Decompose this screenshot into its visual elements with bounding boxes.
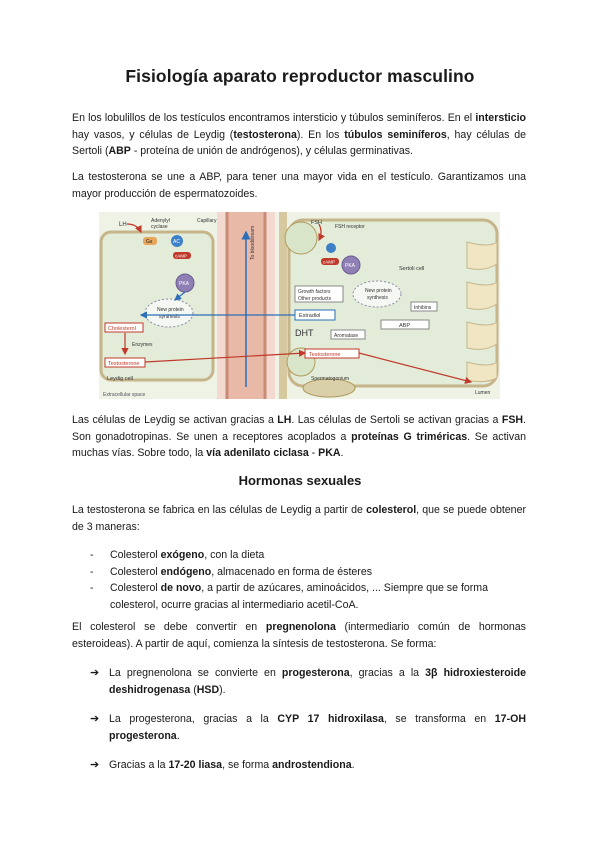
camp-label: cAMP [175, 253, 188, 259]
testosterone-label-sertoli: Testosterone [309, 352, 341, 358]
abp-paragraph: La testosterona se une a ABP, para tener una mayor vida en el testículo. Garantizamos una mayor producción de espermatozoides. [72, 171, 526, 200]
lh-label: LH [119, 222, 127, 228]
new-protein-label-sertoli: New protein [365, 288, 392, 294]
testosterone-label-leydig: Testosterone [108, 361, 140, 367]
abp-label: ABP [399, 323, 411, 329]
enzymes-label: Enzymes [132, 342, 153, 348]
testis-cells-diagram [99, 212, 500, 399]
list-item: ➔ La pregnenolona se convierte en progesterona, gracias a la 3β hidroxiesteroide deshidrogenasa (HSD). [90, 667, 526, 696]
camp-label-sertoli: cAMP [323, 259, 336, 265]
dht-label: DHT [295, 328, 314, 338]
adenylyl-label: Adenylyl [151, 218, 170, 224]
fsh-receptor-label: FSH receptor [335, 224, 365, 230]
extracellular-label: Extracellular space [103, 392, 146, 398]
arrow-icon: ➔ [90, 667, 100, 679]
new-protein-label: New protein [157, 307, 184, 313]
arrow-icon: ➔ [90, 759, 100, 771]
ac-label: AC [173, 239, 180, 245]
page-title: Fisiología aparato reproductor masculino [125, 66, 475, 86]
estradiol-label: Estradiol [299, 313, 321, 319]
pregnenolone-paragraph: El colesterol se debe convertir en pregnenolona (intermediario común de hormonas esteroideas). A partir de aquí, comienza la síntesis de testosterona. Se forma: [72, 621, 526, 650]
fsh-label: FSH [311, 220, 322, 226]
arrow-icon: ➔ [90, 713, 100, 725]
to-bloodstream-label: To bloodstream [250, 225, 256, 260]
gs-label: Gs [146, 239, 153, 245]
list-item: - Colesterol endógeno, almacenado en forma de ésteres [90, 564, 526, 581]
other-products-label: Other products [298, 296, 332, 302]
activation-paragraph: Las células de Leydig se activan gracias a LH. Las células de Sertoli se activan gracias a FSH. Son gonadotropinas. Se unen a receptores acoplados a proteínas G triméricas. Se activan muchas vías. Sobre todo, la vía adenilato ciclasa - PKA. [72, 414, 526, 459]
cyclase-label: cyclase [151, 224, 168, 230]
growth-factors-label: Growth factors [298, 289, 331, 295]
intro-paragraph: En los lobulillos de los testículos encontramos intersticio y túbulos seminíferos. En el intersticio hay vasos, y células de Leydig (testosterona). En los túbulos seminíferos, hay células de Sertoli (ABP - proteína de unión de andrógenos), y células germinativas. [72, 112, 526, 157]
list-item: ➔ La progesterona, gracias a la CYP 17 hidroxilasa, se transforma en 17-OH progesterona. [90, 713, 526, 742]
synthesis-step-3 [90, 757, 526, 774]
synthesis-step-1 [90, 665, 526, 698]
new-protein-synthesis-sertoli [353, 281, 401, 307]
inhibins-label: Inhibins [414, 305, 432, 311]
synthesis-label: synthesis [159, 314, 180, 320]
synthesis-label-sertoli: synthesis [367, 295, 388, 301]
cholesterol-paragraph: La testosterona se fabrica en las células de Leydig a partir de colesterol, que se puede obtener de 3 maneras: [72, 504, 526, 533]
list-item: ➔ Gracias a la 17-20 liasa, se forma androstendiona. [90, 757, 526, 774]
list-item: - Colesterol de novo, a partir de azúcares, aminoácidos, ... Siempre que se forma colesterol, ocurre gracias al intermediario acetil-CoA. [90, 580, 526, 613]
capillary-label: Capillary [197, 218, 217, 224]
leydig-cell-label: Leydig cell [107, 376, 133, 382]
pka-label-sertoli: PKA [345, 263, 356, 269]
lumen-label: Lumen [475, 390, 491, 396]
spermatogonium-label: Spermatogonium [311, 376, 350, 382]
sertoli-cell-label: Sertoli cell [399, 266, 425, 272]
synthesis-step-2 [90, 711, 526, 744]
list-item: - Colesterol exógeno, con la dieta [90, 547, 526, 564]
cholesterol-sources-list [90, 547, 526, 613]
pka-label: PKA [179, 281, 190, 287]
section-title: Hormonas sexuales [238, 473, 362, 488]
cholesterol-label: Cholesterol [108, 326, 136, 332]
aromatase-label: Aromatase [334, 333, 359, 339]
new-protein-synthesis-leydig [145, 299, 193, 327]
